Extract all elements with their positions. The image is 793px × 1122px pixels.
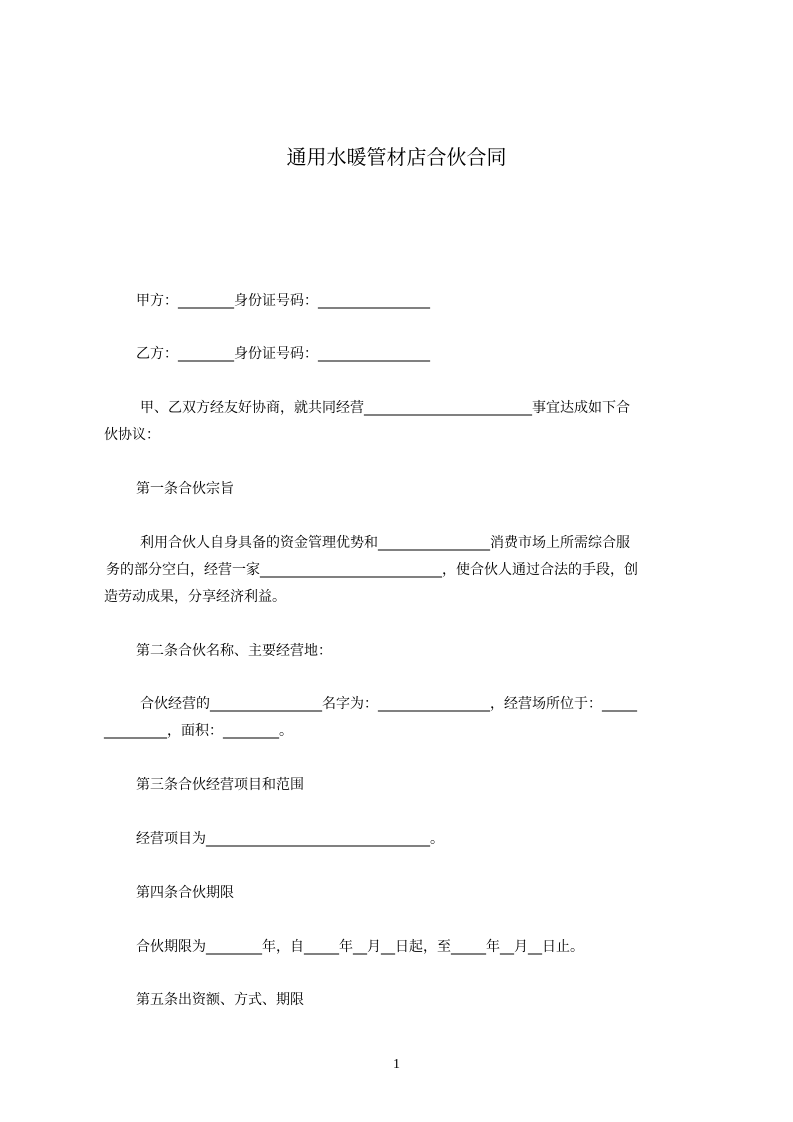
article-2-heading: 第二条合伙名称、主要经营地： (136, 643, 332, 659)
article-1-body-line-2: 务的部分空白，经营一家__________________________，使合伙人通过合法的手段，创 (106, 562, 638, 578)
party-a-line: 甲方：________身份证号码：________________ (136, 293, 430, 309)
article-2-body-line-1: 合伙经营的________________名字为：________________，经营场所位于：_____ (140, 696, 637, 712)
article-3-heading: 第三条合伙经营项目和范围 (136, 777, 304, 793)
intro-line-1: 甲、乙双方经友好协商，就共同经营________________________事宜达成如下合 (140, 400, 630, 416)
article-4-heading: 第四条合伙期限 (136, 885, 234, 901)
party-b-line: 乙方：________身份证号码：________________ (136, 346, 430, 362)
article-2-body-line-2: _________，面积：________。 (104, 723, 293, 739)
article-1-body-line-1: 利用合伙人自身具备的资金管理优势和________________消费市场上所需综合服 (140, 535, 630, 551)
article-1-body-line-3: 造劳动成果，分享经济利益。 (104, 589, 286, 605)
article-3-body: 经营项目为________________________________。 (136, 831, 444, 847)
page-number: 1 (393, 1057, 400, 1072)
intro-line-2: 伙协议： (104, 427, 160, 443)
article-5-heading: 第五条出资额、方式、期限 (136, 992, 304, 1008)
article-1-heading: 第一条合伙宗旨 (136, 481, 234, 497)
document-title: 通用水暖管材店合伙合同 (286, 145, 507, 169)
article-4-body: 合伙期限为________年，自_____年__月__日起，至_____年__月__日止。 (136, 939, 584, 955)
